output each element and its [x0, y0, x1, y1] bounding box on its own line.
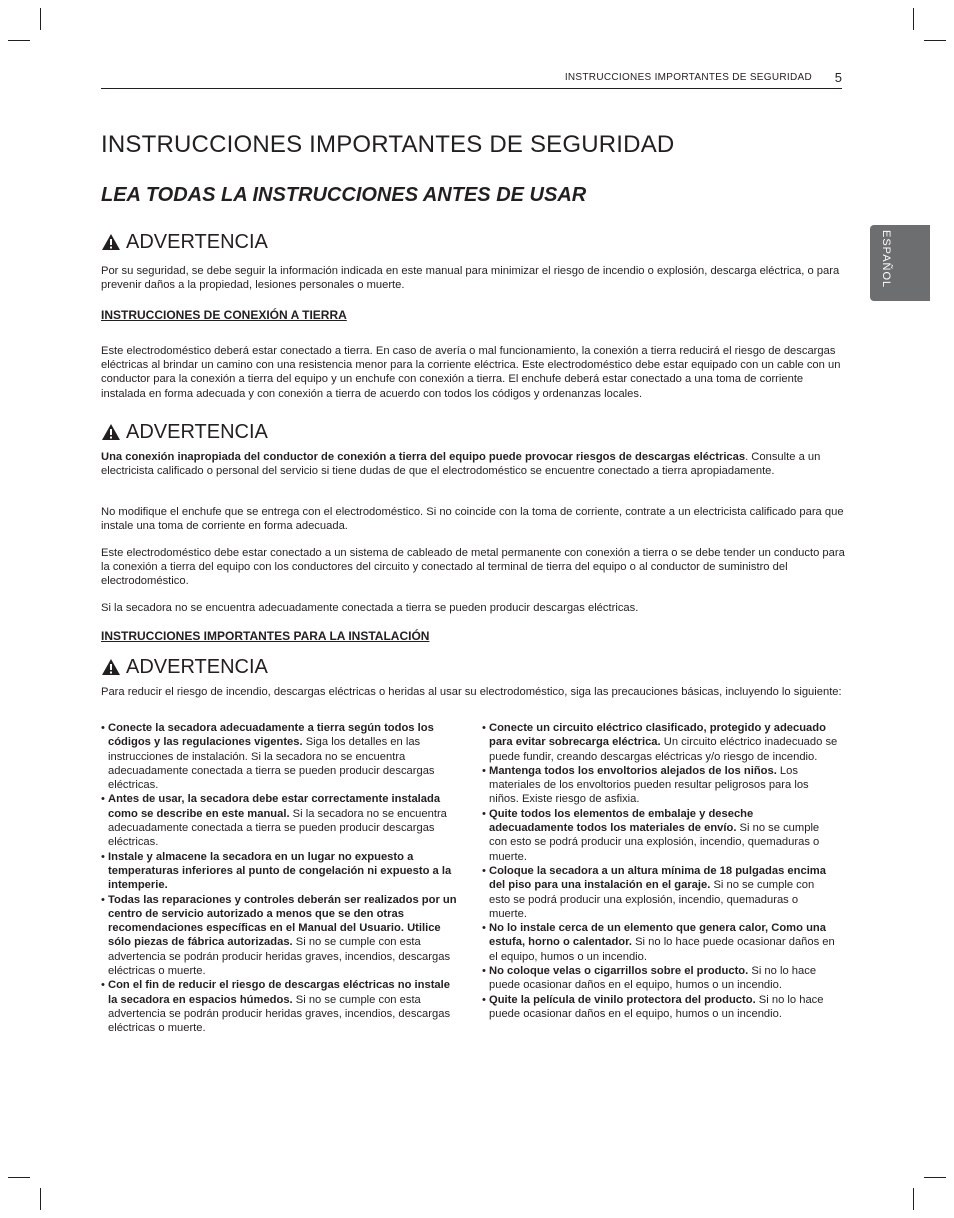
- crop-mark: [40, 1188, 41, 1210]
- list-item-bold: No lo instale cerca de un elemento que genera calor, Como una estufa, horno o calentador.: [489, 922, 826, 949]
- running-header: [101, 72, 842, 89]
- list-item-text: Si la secadora no se encuentra adecuadamente conectada a tierra se pueden producir descargas eléctricas.: [108, 807, 447, 849]
- grounding-warning-bold: Una conexión inapropiada del conductor de conexión a tierra del equipo puede provocar riesgos de descargas eléctricas: [101, 451, 746, 463]
- list-item-bold: Con el fin de reducir el riesgo de descargas eléctricas no instale la secadora en espacios húmedos.: [108, 979, 450, 1006]
- crop-mark: [913, 8, 914, 30]
- grounding-warning-text: [101, 450, 846, 478]
- page-number: 5: [834, 70, 842, 85]
- list-item: [482, 721, 838, 764]
- list-item-text: Los materiales de los envoltorios pueden resultar peligrosos para los niños. Existe riesgo de asfixia.: [489, 764, 809, 806]
- list-item-text: Siga los detalles en las instrucciones de instalación. Si la secadora no se encuentra adecuadamente conectada a tierra se pueden producir descargas eléctricas.: [108, 736, 435, 792]
- list-item-bold: Quite todos los elementos de embalaje y deseche adecuadamente todos los materiales de envío.: [489, 807, 754, 835]
- crop-mark: [913, 1188, 914, 1210]
- list-item: [101, 792, 457, 849]
- list-item-bold: Conecte un circuito eléctrico clasificado, protegido y adecuado para evitar sobrecarga eléctrica.: [489, 722, 826, 749]
- list-item: [482, 993, 838, 1022]
- list-item: [482, 864, 838, 921]
- list-item: [482, 807, 838, 864]
- installation-list-left: [101, 721, 457, 1036]
- list-item-text: Si no lo hace puede ocasionar daños en el equipo, humos o un incendio.: [489, 965, 817, 992]
- warning-label: ADVERTENCIA: [126, 656, 268, 678]
- list-item: [482, 764, 838, 807]
- list-item-bold: Mantenga todos los envoltorios alejados de los niños.: [489, 764, 777, 777]
- grounding-warning-rest: . Consulte a un electricista calificado o personal del servicio si tiene dudas de que el electrodoméstico se encuentre conectado a tierra apropiadamente.: [101, 451, 821, 478]
- list-item: [101, 978, 457, 1035]
- warning-triangle-icon: [101, 423, 121, 441]
- installation-list-right: [482, 721, 838, 1021]
- list-item-bold: No coloque velas o cigarrillos sobre el producto.: [489, 965, 749, 978]
- list-item: [482, 964, 838, 993]
- language-tab-label: ESPAÑOL: [880, 230, 892, 289]
- warning-heading: [101, 420, 268, 444]
- list-item-text: Un circuito eléctrico inadecuado se puede fundir, creando descargas eléctricas y/o riesgo de incendio.: [489, 736, 838, 763]
- list-item-text: Si no lo hace puede ocasionar daños en el equipo, humos o un incendio.: [489, 993, 824, 1020]
- list-item: [101, 850, 457, 893]
- installation-heading: INSTRUCCIONES IMPORTANTES PARA LA INSTALACIÓN: [101, 629, 430, 643]
- warning-triangle-icon: [101, 233, 121, 251]
- crop-mark: [8, 1177, 30, 1178]
- grounding-result-text: Si la secadora no se encuentra adecuadamente conectada a tierra se pueden producir descargas eléctricas.: [101, 602, 639, 614]
- grounding-heading: INSTRUCCIONES DE CONEXIÓN A TIERRA: [101, 308, 347, 322]
- page-subtitle: LEA TODAS LA INSTRUCCIONES ANTES DE USAR: [101, 184, 587, 206]
- crop-mark: [8, 40, 30, 41]
- wiring-text: Este electrodoméstico debe estar conectado a un sistema de cableado de metal permanente con conexión a tierra o se debe tender un conducto para la conexión a tierra del equipo con los conductores del circuito y conectado al terminal de tierra del equipo o al conductor de suministro del electrodoméstico.: [101, 547, 845, 588]
- installation-intro: Para reducir el riesgo de incendio, descargas eléctricas o heridas al usar su electrodoméstico, siga las precauciones básicas, incluyendo lo siguiente:: [101, 686, 842, 698]
- list-item-text: Si no se cumple con esto se podrá producir una explosión, incendio, quemaduras o muerte.: [489, 822, 820, 863]
- list-item-bold: Coloque la secadora a un altura mínima de 18 pulgadas encima del piso para una instalación en el garaje.: [489, 864, 826, 892]
- grounding-text: Este electrodoméstico deberá estar conectado a tierra. En caso de avería o mal funcionamiento, la conexión a tierra reducirá el riesgo de descargas eléctricas al brindar un camino con una resistencia menor para la corriente eléctrica. Este electrodoméstico debe estar equipado con un cable con un conductor para la conexión a tierra del equipo y un enchufe con conexión a tierra. El enchufe deberá estar conectado a una toma de corriente instalada en forma adecuada y con conexión a tierra de acuerdo con todos los códigos y ordenanzas locales.: [101, 345, 841, 400]
- list-item-text: Si no se cumple con esta advertencia se podrán producir heridas graves, incendios, descargas eléctricas o muerte.: [108, 936, 451, 978]
- list-item-bold: Todas las reparaciones y controles deberán ser realizados por un centro de servicio autorizado a menos que se den otras recomendaciones específicas en el Manual del Usuario. Utilice sólo piezas de fábrica autorizadas.: [108, 893, 457, 949]
- list-item-text: Si no se cumple con esta advertencia se podrán producir heridas graves, incendios, descargas eléctricas o muerte.: [108, 993, 451, 1035]
- warning-text: Por su seguridad, se debe seguir la información indicada en este manual para minimizar el riesgo de incendio o explosión, descarga eléctrica, o para prevenir daños a la propiedad, lesiones personales o muerte.: [101, 265, 840, 292]
- running-title: INSTRUCCIONES IMPORTANTES DE SEGURIDAD: [564, 72, 812, 83]
- list-item-bold: Antes de usar, la secadora debe estar correctamente instalada como se describe en este manual.: [108, 793, 441, 820]
- warning-heading: [101, 655, 268, 679]
- list-item: [482, 921, 838, 964]
- page-title: INSTRUCCIONES IMPORTANTES DE SEGURIDAD: [101, 131, 675, 158]
- warning-label: ADVERTENCIA: [126, 421, 268, 443]
- list-item-text: Si no lo hace puede ocasionar daños en el equipo, humos o un incendio.: [489, 936, 835, 963]
- list-item-bold: Conecte la secadora adecuadamente a tierra según todos los códigos y las regulaciones vigentes.: [108, 722, 434, 749]
- warning-heading: [101, 230, 268, 254]
- list-item-bold: Quite la película de vinilo protectora del producto.: [489, 993, 756, 1006]
- crop-mark: [924, 1177, 946, 1178]
- crop-mark: [40, 8, 41, 30]
- list-item-text: Si no se cumple con esto se podrá producir una explosión, incendio, quemaduras o muerte.: [489, 879, 815, 920]
- warning-label: ADVERTENCIA: [126, 231, 268, 253]
- list-item: [101, 721, 457, 792]
- list-item: [101, 893, 457, 979]
- plug-text: No modifique el enchufe que se entrega con el electrodoméstico. Si no coincide con la toma de corriente, contrate a un electricista calificado para que instale una toma de corriente en forma adecuada.: [101, 506, 844, 533]
- warning-triangle-icon: [101, 658, 121, 676]
- language-tab[interactable]: [870, 225, 930, 301]
- list-item-bold: Instale y almacene la secadora en un lugar no expuesto a temperaturas inferiores al punto de congelación ni expuesto a la intemperie.: [108, 850, 452, 892]
- crop-mark: [924, 40, 946, 41]
